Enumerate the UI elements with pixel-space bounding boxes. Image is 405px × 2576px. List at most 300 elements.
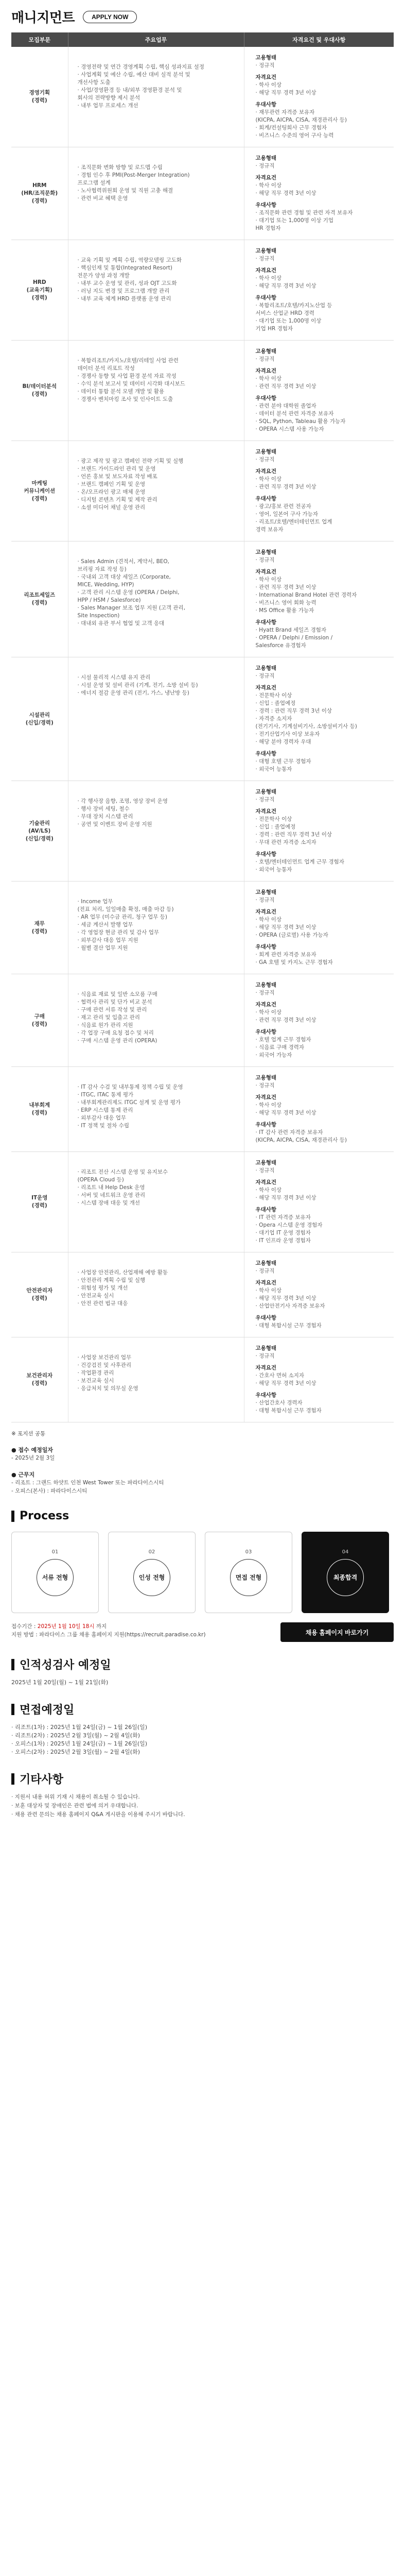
duties-cell <box>68 341 244 441</box>
duty-item: · 재고 관리 및 입출고 관리 <box>77 1014 140 1021</box>
qualification-item: · 전기산업기사 이상 보유자 <box>255 731 320 737</box>
info-title-date: ● 접수 예정일자 <box>11 1447 54 1453</box>
etc-title: 기타사항 <box>20 1773 64 1786</box>
interview-title: 면접예정일 <box>20 1704 75 1717</box>
table-body <box>11 47 394 1422</box>
duty-item: · 관련 비교 혜택 운영 <box>77 195 128 201</box>
qualification-title: 우대사항 <box>255 1029 277 1035</box>
qualifications-cell <box>244 882 394 974</box>
qualification-item: · 해당 직무 경력 3년 이상 <box>255 1110 316 1116</box>
qualification-item: · 경력 : 관련 직무 경력 3년 이상 <box>255 832 332 838</box>
qualification-item: · IT 관련 자격증 보유자 <box>255 1214 311 1221</box>
duty-item: · 위험성 평가 및 개선 <box>77 1285 128 1291</box>
qualification-item: (KICPA, AICPA, CISA, 재경관리사 등) <box>255 117 347 123</box>
table-row <box>11 341 394 441</box>
qualification-title: 자격요건 <box>255 1002 277 1008</box>
qualification-item: · Opera 시스템 운영 경험자 <box>255 1222 323 1228</box>
duty-item: 프로그램 설계 <box>77 180 111 186</box>
process-step-1 <box>11 1532 99 1613</box>
duty-item: · 경험 인수 후 PMI(Post-Merger Integration) <box>77 172 190 178</box>
qualification-item: · 정규직 <box>255 62 275 69</box>
qualification-item: · 리조트/호텔/엔터테인먼트 업계 <box>255 519 332 525</box>
position-name <box>11 240 68 341</box>
qualifications-cell <box>244 47 394 147</box>
position-line: (경력) <box>31 1110 47 1116</box>
duty-item: · 복합리조트/카지노/호텔/리테일 사업 관련 <box>77 358 179 364</box>
duties-cell <box>68 147 244 240</box>
table-row <box>11 781 394 882</box>
position-line: 보건관리자 <box>26 1372 53 1379</box>
qualification-title: 자격요건 <box>255 808 277 815</box>
page-title: 매니지먼트 <box>11 10 75 26</box>
qualifications-cell <box>244 341 394 441</box>
qualification-title: 고용형태 <box>255 1345 277 1351</box>
qualification-item: · 학사 이상 <box>255 577 282 583</box>
qualification-item: · 정규직 <box>255 796 275 803</box>
qualification-item: 서비스 산업군 HRD 경력 <box>255 310 314 316</box>
duties-cell <box>68 441 244 541</box>
qualification-item: · 관련 직무 경력 3년 이상 <box>255 484 316 490</box>
aptitude-date: 2025년 1월 20일(월) ~ 1월 21일(화) <box>11 1679 109 1686</box>
duty-item: · 외부감사 대응 업무 <box>77 1115 126 1121</box>
duties-cell <box>68 1337 244 1422</box>
qualifications-cell <box>244 441 394 541</box>
duty-item: · 경쟁사 동향 및 사업 환경 분석 자료 작성 <box>77 373 177 379</box>
position-name <box>11 1252 68 1337</box>
position-line: (신입/경력) <box>25 719 54 726</box>
qualifications-cell <box>244 240 394 341</box>
qualification-item: · 회계 관련 자격증 보유자 <box>255 952 316 958</box>
duty-item: · 리조트 내 Help Desk 운영 <box>77 1184 145 1191</box>
qualification-item: · 정규직 <box>255 1167 275 1174</box>
qualification-item: · 호텔/엔터테인먼트 업계 근무 경험자 <box>255 859 344 865</box>
table-header-row <box>11 32 394 47</box>
position-line: 내부회계 <box>29 1102 50 1108</box>
duty-item: MICE, Wedding, HYP) <box>77 582 134 588</box>
position-line: (경력) <box>31 1021 47 1027</box>
duty-item: · 온/오프라인 광고 매체 운영 <box>77 489 146 495</box>
qualification-item: · 학사 이상 <box>255 275 282 281</box>
info-line-date: - 2025년 2월 3일 <box>11 1455 55 1461</box>
position-line: 경영기획 <box>29 90 50 96</box>
position-name <box>11 781 68 882</box>
position-line: (교육기획) <box>26 286 52 293</box>
qualification-item: · 복합리조트/호텔/카지노산업 등 <box>255 302 332 309</box>
duty-item: 전문가 양성 과정 개발 <box>77 273 130 279</box>
position-line: (경력) <box>31 495 47 502</box>
duty-item: · 안전 관련 법규 대응 <box>77 1300 128 1307</box>
position-line: (AV/LS) <box>28 827 51 834</box>
qualification-item: · 신입 : 졸업예정 <box>255 700 296 706</box>
position-name <box>11 341 68 441</box>
duty-item: · 고객 관리 시스템 운영 (OPERA / Delphi, <box>77 589 180 596</box>
position-line: 커뮤니케이션 <box>24 487 56 494</box>
qualification-item: · 해당 직무 경력 3년 이상 <box>255 190 316 196</box>
qualifications-cell <box>244 1067 394 1152</box>
qualification-item: · 간호사 면허 소지자 <box>255 1372 304 1379</box>
qualification-item: · 대형 복합시설 근무 경험자 <box>255 1408 322 1414</box>
position-name <box>11 882 68 974</box>
duty-item: · Sales Admin (견적서, 계약서, BEO, <box>77 558 170 565</box>
qualification-item: · 대기업 또는 1,000명 이상 <box>255 318 322 324</box>
qualification-title: 우대사항 <box>255 496 277 502</box>
qualification-item: · 정규직 <box>255 163 275 169</box>
duty-item: · 소셜 미디어 채널 운영 관리 <box>77 504 146 511</box>
qualification-item: · 학사 이상 <box>255 1009 282 1015</box>
process-step-4 <box>302 1532 389 1613</box>
deadline-highlight: 2025년 1월 10일 18시 <box>37 1623 95 1630</box>
position-name <box>11 1337 68 1422</box>
qualification-item: · 해당 직무 경력 3년 이상 <box>255 1195 316 1201</box>
qualification-title: 고용형태 <box>255 665 277 671</box>
qualification-item: · 학사 이상 <box>255 82 282 88</box>
duties-cell <box>68 974 244 1067</box>
process-step-3 <box>205 1532 292 1613</box>
qualification-title: 자격요건 <box>255 1094 277 1100</box>
qualification-title: 자격요건 <box>255 267 277 274</box>
duty-item: · 응급처치 및 의무실 운영 <box>77 1385 138 1392</box>
qualification-item: · 해당 분야 경력자 우대 <box>255 739 311 745</box>
duty-item: · 시설 운영 및 설비 관리 (기계, 전기, 소방 설비 등) <box>77 682 198 688</box>
qualifications-cell <box>244 974 394 1067</box>
table-row <box>11 441 394 541</box>
page-header <box>11 0 394 32</box>
step-number: 02 <box>148 1549 155 1555</box>
position-name <box>11 1067 68 1152</box>
table-row <box>11 974 394 1067</box>
qualification-item: 기업 HR 경험자 <box>255 326 293 332</box>
duty-item: · 사업장 안전관리, 산업재해 예방 활동 <box>77 1269 168 1276</box>
qualification-title: 자격요건 <box>255 1179 277 1185</box>
qualification-item: · 전문학사 이상 <box>255 692 292 699</box>
duty-item: · 행사 장비 세팅, 철수 <box>77 806 130 812</box>
qualification-title: 고용형태 <box>255 982 277 988</box>
interview-date-line: · 리조트(1차) : 2025년 1월 24일(금) ~ 1월 26일(일) <box>11 1724 148 1731</box>
step-label: 면접 전형 <box>230 1559 267 1596</box>
qualification-item: · 회계/컨설팅회사 근무 경험자 <box>255 125 327 131</box>
duty-item: · 구매 관련 서류 작성 및 관리 <box>77 1007 147 1013</box>
duty-item: · 식음료 원가 관리 지원 <box>77 1022 133 1028</box>
duties-cell <box>68 240 244 341</box>
qualification-title: 자격요건 <box>255 569 277 575</box>
common-note: ※ 포지션 공통 <box>11 1431 46 1437</box>
qualification-item: HR 경험자 <box>255 225 281 231</box>
qualification-item: · 대형 호텔 근무 경험자 <box>255 758 311 765</box>
qualification-item: · 정규직 <box>255 456 275 463</box>
qualification-title: 자격요건 <box>255 1365 277 1371</box>
step-number: 03 <box>245 1549 252 1555</box>
positions-table <box>11 32 394 1422</box>
position-name <box>11 541 68 657</box>
duty-item: (전표 처리, 일일매출 확정, 매출 마감 등) <box>77 906 174 912</box>
duty-item: · 디지털 콘텐츠 기획 및 제작 관리 <box>77 497 157 503</box>
position-name <box>11 147 68 240</box>
title-bar-icon <box>11 1659 14 1670</box>
qualification-item: · International Brand Hotel 관련 경력자 <box>255 592 357 598</box>
position-line: 안전관리자 <box>26 1287 53 1294</box>
duty-item: · 국내외 고객 대상 세일즈 (Corporate, <box>77 574 171 580</box>
duty-item: · 각 영업장 현금 관리 및 감사 업무 <box>77 929 160 936</box>
table-row <box>11 47 394 147</box>
qualification-title: 고용형태 <box>255 549 277 555</box>
step-label: 서류 전형 <box>37 1559 74 1596</box>
position-line: (경력) <box>31 97 47 104</box>
duty-item: · 리조트 전산 시스템 운영 및 유지보수 <box>77 1169 168 1175</box>
qualification-title: 우대사항 <box>255 1392 277 1398</box>
process-notes <box>11 1622 394 1642</box>
header-qualifications: 자격요건 및 우대사항 <box>244 32 394 47</box>
apply-method-line: 지원 방법 : 파라다이스 그룹 채용 홈페이지 지원(https://recruit.paradise.co.kr) <box>11 1632 206 1638</box>
qualification-item: · 관련 직무 경력 3년 이상 <box>255 584 316 590</box>
table-row <box>11 240 394 341</box>
qualification-item: · 관련 직무 경력 3년 이상 <box>255 1017 316 1023</box>
duty-item: Site Inspection) <box>77 613 120 619</box>
duty-item: 브리핑 자료 작성 등) <box>77 566 127 572</box>
position-line: (경력) <box>31 198 47 204</box>
step-label: 인성 전형 <box>133 1559 170 1596</box>
qualification-title: 우대사항 <box>255 101 277 108</box>
duty-item: · 세금 계산서 발행 업무 <box>77 922 133 928</box>
etc-notes <box>11 1793 394 1819</box>
qualification-title: 고용형태 <box>255 889 277 895</box>
qualification-item: Salesforce 유경험자 <box>255 642 306 649</box>
process-steps <box>11 1532 394 1613</box>
qualification-title: 자격요건 <box>255 368 277 374</box>
process-step-2 <box>108 1532 196 1613</box>
qualifications-cell <box>244 147 394 240</box>
duties-cell <box>68 541 244 657</box>
duty-item: · 사업계획 및 예산 수립, 예산 대비 실적 분석 및 <box>77 72 190 78</box>
duty-item: · 내부회계관리제도 ITGC 설계 및 운영 평가 <box>77 1099 181 1106</box>
qualification-title: 자격요건 <box>255 685 277 691</box>
qualification-item: · 자격증 소지자 <box>255 716 292 722</box>
qualification-item: · GA 호텔 및 카지노 근무 경험자 <box>255 959 333 965</box>
position-line: (HR/조직문화) <box>21 190 58 196</box>
qualification-title: 우대사항 <box>255 1315 277 1321</box>
qualification-title: 고용형태 <box>255 55 277 61</box>
position-line: (경력) <box>31 1295 47 1301</box>
duty-item: · 에너지 절감 운영 관리 (전기, 가스, 냉난방 등) <box>77 690 189 696</box>
qualification-item: · 해당 직무 경력 3년 이상 <box>255 1295 316 1301</box>
duty-item: 데이터 분석 리포트 작성 <box>77 365 135 371</box>
apply-now-button[interactable]: APPLY NOW <box>83 11 137 23</box>
duty-item: HPP / HSM / Salesforce) <box>77 597 141 603</box>
qualification-title: 고용형태 <box>255 1075 277 1081</box>
duty-item: · Income 업무 <box>77 899 113 905</box>
info-line-office: - 오피스(본사) : 파라다이스시티 <box>11 1488 87 1494</box>
duty-item: · 작업환경 관리 <box>77 1370 114 1376</box>
duty-item: · IT 감사 수검 및 내부통제 정책 수립 및 운영 <box>77 1084 183 1090</box>
duty-item: · 협력사 관리 및 단가 비교 분석 <box>77 999 152 1005</box>
bottom-spacer <box>11 1819 394 1840</box>
interview-section-title <box>11 1701 394 1717</box>
duty-item: · 사업/경영환경 등 내/외부 경영환경 분석 및 <box>77 87 182 93</box>
qualification-title: 고용형태 <box>255 155 277 161</box>
position-name <box>11 974 68 1067</box>
duty-item: · 서버 및 네트워크 운영 관리 <box>77 1192 146 1198</box>
qualification-item: · 해당 직무 경력 3년 이상 <box>255 283 316 289</box>
position-name <box>11 1152 68 1252</box>
step-label: 최종합격 <box>327 1559 364 1596</box>
qualification-item: · SQL, Python, Tableau 활용 가능자 <box>255 418 346 425</box>
qualification-title: 고용형태 <box>255 248 277 254</box>
title-bar-icon <box>11 1511 14 1522</box>
qualification-title: 자격요건 <box>255 1280 277 1286</box>
deadline-suffix: 까지 <box>94 1623 107 1630</box>
duty-item: · 수익 분석 보고서 및 데이터 시각화 대시보드 <box>77 381 185 387</box>
duty-item: · 각 행사장 음향, 조명, 영상 장비 운영 <box>77 798 168 804</box>
qualification-item: · 정규직 <box>255 1082 275 1089</box>
qualification-title: 우대사항 <box>255 751 277 757</box>
duty-item: · 식음료 재료 및 일반 소모품 구매 <box>77 991 157 997</box>
qualification-item: · 정규직 <box>255 990 275 996</box>
duty-item: · AR 업무 (미수금 관리, 청구 업무 등) <box>77 914 167 920</box>
table-row <box>11 1252 394 1337</box>
duty-item: · 건강검진 및 사후관리 <box>77 1362 132 1368</box>
duties-cell <box>68 1252 244 1337</box>
qualification-title: 우대사항 <box>255 295 277 301</box>
qualification-item: · 학사 이상 <box>255 182 282 189</box>
position-line: (경력) <box>31 1380 47 1386</box>
duty-item: · 경쟁사 벤치마킹 조사 및 인사이트 도출 <box>77 396 173 402</box>
qualification-title: 자격요건 <box>255 468 277 474</box>
qualification-item: · OPERA / Delphi / Emission / <box>255 635 333 641</box>
qualification-item: · 산업안전기사 자격증 보유자 <box>255 1303 325 1309</box>
qualification-title: 고용형태 <box>255 348 277 354</box>
qualification-item: · 외국어 가능자 <box>255 1052 292 1058</box>
table-row <box>11 882 394 974</box>
qualification-item: · 대형 복합시설 근무 경험자 <box>255 1323 322 1329</box>
duty-item: · 내부 교수 운영 및 관리, 성과 OJT 고도화 <box>77 280 177 286</box>
duty-item: · 안전관리 계획 수립 및 실행 <box>77 1277 146 1283</box>
duty-item: 회사의 전략방향 제시 분석 <box>77 95 140 101</box>
qualification-item: · 비즈니스 수준의 영어 구사 능력 <box>255 132 334 139</box>
qualification-item: · 정규직 <box>255 356 275 362</box>
duty-item: · 핵심인재 및 통합(Integrated Resort) <box>77 265 172 271</box>
table-row <box>11 147 394 240</box>
qualification-item: · 학사 이상 <box>255 917 282 923</box>
qualification-item: · 신입 : 졸업예정 <box>255 824 296 830</box>
duty-item: · ERP 시스템 통제 관리 <box>77 1107 133 1113</box>
table-row <box>11 1067 394 1152</box>
etc-line: · 채용 관련 문의는 채용 홈페이지 Q&A 게시판을 이용해 주시기 바랍니다. <box>11 1811 185 1818</box>
duty-item: · 경영전략 및 연간 경영계획 수립, 핵심 성과지표 설정 <box>77 64 204 70</box>
duty-item: · 구매 시스템 운영 관리 (OPERA) <box>77 1038 157 1044</box>
duty-item: · 언론 홍보 및 보도자료 작성 배포 <box>77 473 157 480</box>
aptitude-title: 인적성검사 예정일 <box>20 1659 111 1672</box>
qualification-item: · IT 감사 관련 자격증 보유자 <box>255 1129 323 1136</box>
qualification-title: 우대사항 <box>255 1122 277 1128</box>
duty-item: · 교육 기획 및 계획 수립, 역량모델링 고도화 <box>77 257 182 263</box>
qualification-item: (전기기사, 기계설비기사, 소방설비기사 등) <box>255 723 357 730</box>
duty-item: · 내부 업무 프로세스 개선 <box>77 103 138 109</box>
duty-item: · 공연 및 이벤트 장비 운영 지원 <box>77 821 152 827</box>
etc-line: · 보훈 대상자 및 장애인은 관련 법에 의거 우대합니다. <box>11 1803 138 1809</box>
duty-item: · 월별 결산 업무 지원 <box>77 945 128 951</box>
duty-item: · 안전교육 실시 <box>77 1293 114 1299</box>
qualifications-cell <box>244 1252 394 1337</box>
duties-cell <box>68 47 244 147</box>
qualification-item: · 해당 직무 경력 3년 이상 <box>255 90 316 96</box>
duty-item: · 브랜드 가이드라인 관리 및 운영 <box>77 466 156 472</box>
duty-item: 개선사항 도출 <box>77 79 111 86</box>
position-line: (경력) <box>31 928 47 935</box>
interview-date-line: · 오피스(1차) : 2025년 1월 24일(금) ~ 1월 26일(일) <box>11 1740 148 1747</box>
qualifications-cell <box>244 1152 394 1252</box>
step-number: 01 <box>51 1549 59 1555</box>
duty-item: · ITGC, ITAC 통제 평가 <box>77 1092 134 1098</box>
qualification-title: 자격요건 <box>255 909 277 915</box>
position-line: 마케팅 <box>31 480 47 486</box>
duty-item: · 외부감사 대응 업무 지원 <box>77 937 138 943</box>
qualification-item: · 정규직 <box>255 673 275 679</box>
qualification-item: · 학사 이상 <box>255 476 282 482</box>
step-number: 04 <box>342 1549 349 1555</box>
info-title-location: ● 근무지 <box>11 1471 35 1478</box>
duty-item: · 러닝 지도 변경 및 프로그램 개발 관리 <box>77 288 170 294</box>
deadline-line <box>11 1622 280 1631</box>
position-line: (신입/경력) <box>25 835 54 842</box>
duty-item: · 내부 교육 체계 HRD 플랫폼 운영 관리 <box>77 296 171 302</box>
position-line: (경력) <box>31 391 47 397</box>
qualification-item: · 외국어 능통자 <box>255 766 292 772</box>
interview-date-line: · 리조트(2차) : 2025년 2월 3일(월) ~ 2월 4일(화) <box>11 1732 140 1739</box>
position-line: HRM <box>32 182 47 189</box>
position-line: BI/데이터분석 <box>22 383 57 389</box>
position-line: (경력) <box>31 600 47 606</box>
qualification-item: · OPERA (글로벌) 사용 가능자 <box>255 932 328 938</box>
qualification-item: · 전문학사 이상 <box>255 816 292 822</box>
duty-item: · IT 정책 및 절차 수립 <box>77 1123 130 1129</box>
qualification-title: 고용형태 <box>255 1260 277 1266</box>
info-line-resort: - 리조트 : 그랜드 하얏트 인천 West Tower 또는 파라다이스시티 <box>11 1480 164 1486</box>
duty-item: · 데이터 통합 분석 모델 개발 및 활용 <box>77 388 165 395</box>
career-site-button[interactable]: 채용 홈페이지 바로가기 <box>280 1622 394 1642</box>
duty-item: · 각 업장 구매 요청 접수 및 처리 <box>77 1030 154 1036</box>
deadline-prefix: 접수기간 : <box>11 1623 38 1630</box>
position-line: 리조트세일즈 <box>24 592 56 598</box>
qualification-item: · 학사 이상 <box>255 1287 282 1294</box>
position-line: IT운영 <box>31 1195 48 1201</box>
qualifications-cell <box>244 1337 394 1422</box>
qualifications-cell <box>244 657 394 781</box>
duty-item: · 광고 제작 및 광고 캠페인 전략 기획 및 실행 <box>77 458 184 464</box>
qualification-title: 고용형태 <box>255 789 277 795</box>
qualification-item: · OPERA 시스템 사용 가능자 <box>255 426 324 432</box>
qualifications-cell <box>244 781 394 882</box>
duty-item: · 보건교육 실시 <box>77 1378 114 1384</box>
position-line: 기술관리 <box>29 820 50 826</box>
qualification-title: 자격요건 <box>255 74 277 80</box>
qualification-item: · 학사 이상 <box>255 1102 282 1108</box>
qualification-item: · 호텔 업계 근무 경험자 <box>255 1037 311 1043</box>
duty-item: · 시스템 장애 대응 및 개선 <box>77 1200 140 1206</box>
position-line: (경력) <box>31 1202 47 1209</box>
qualification-item: · 영어, 일본어 구사 가능자 <box>255 511 318 517</box>
qualification-item: · 데이터 분석 관련 자격증 보유자 <box>255 411 334 417</box>
qualification-item: · 정규직 <box>255 557 275 563</box>
position-line: 구매 <box>34 1013 45 1020</box>
qualification-item: · 정규직 <box>255 256 275 262</box>
duty-item: · 조직문화 변화 방향 및 로드맵 수립 <box>77 164 163 171</box>
position-name <box>11 47 68 147</box>
process-title: Process <box>20 1510 69 1522</box>
qualifications-cell <box>244 541 394 657</box>
qualification-title: 고용형태 <box>255 449 277 455</box>
qualification-title: 우대사항 <box>255 202 277 208</box>
qualification-item: · Hyatt Brand 세일즈 경험자 <box>255 627 327 633</box>
qualification-item: · 대기업 또는 1,000명 이상 기업 <box>255 217 334 224</box>
